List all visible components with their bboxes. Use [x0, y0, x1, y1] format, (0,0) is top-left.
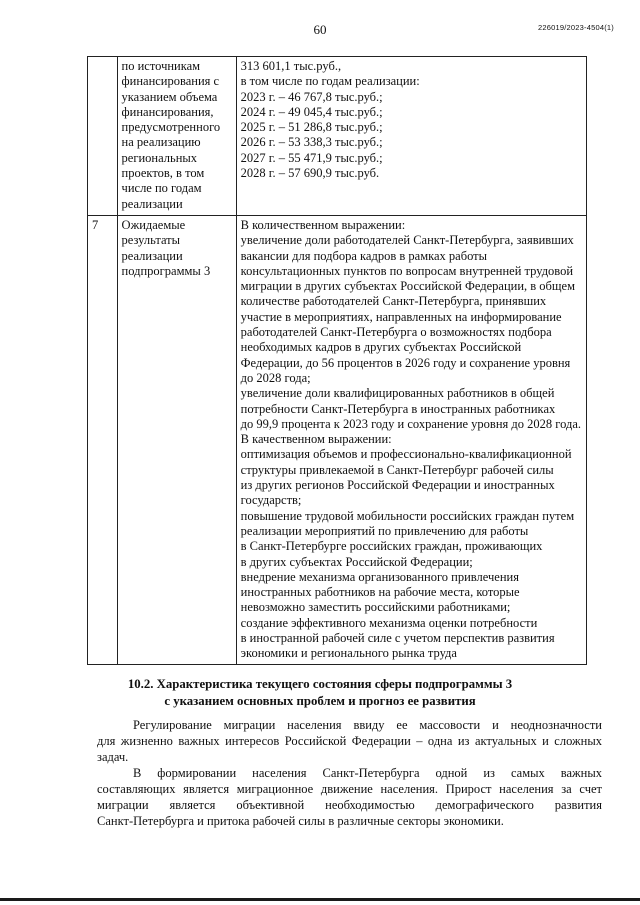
text-line: с указанием основных проблем и прогноз ее развития [164, 694, 476, 708]
document-code: 226019/2023-4504(1) [538, 23, 614, 32]
text-line: 2028 г. – 57 690,9 тыс.руб. [240, 166, 380, 181]
text-line: консультационных пунктов по вопросам внутренней трудовой [240, 263, 574, 278]
text-line: в других субъектах Российской Федерации; [240, 554, 473, 569]
text-line: подпрограммы 3 [121, 263, 211, 278]
text-line: реализации [121, 248, 183, 263]
paragraph-line: задач. [97, 750, 129, 764]
row-number-cell [88, 57, 118, 216]
text-line: указанием объема [121, 89, 218, 104]
table-row [88, 216, 587, 665]
paragraph-line: Регулирование миграции населения ввиду ее массовости и неоднозначности [133, 718, 602, 732]
text-line: финансирования, [121, 104, 214, 119]
text-line: числе по годам [121, 181, 202, 196]
text-line: реализации [121, 196, 183, 211]
subprogram-passport-table [87, 56, 587, 665]
text-line: участие в мероприятиях, направленных на информирование [240, 309, 562, 324]
page-number: 60 [313, 22, 327, 37]
text-line: экономики и регионального рынка труда [240, 646, 457, 661]
text-line: необходимых кадров в других субъектах Российской [240, 340, 522, 355]
text-line: на реализацию [121, 135, 201, 150]
row-label-cell [117, 57, 236, 216]
text-line: В количественном выражении: [240, 218, 406, 232]
paragraph-line: составляющих является миграционное движение населения. Прирост населения за счет [97, 782, 602, 796]
text-line: структуры привлекаемой в Санкт-Петербург рабочей силы [240, 462, 554, 477]
text-line: увеличение доли квалифицированных работников в общей [240, 386, 555, 401]
text-line: увеличение доли работодателей Санкт-Петербурга, заявивших [240, 233, 574, 248]
text-line: из других регионов Российской Федерации и иностранных [240, 478, 555, 493]
paragraph-line: для жизненно важных интересов Российской Федерации – одна из актуальных и сложных [97, 734, 602, 748]
text-line: невозможно заместить российскими работниками; [240, 600, 511, 615]
paragraph-line: миграции является объективной необходимостью демографического развития [97, 798, 602, 812]
row-label-cell [117, 216, 236, 665]
section-heading [0, 676, 640, 710]
text-line: по источникам [121, 59, 201, 73]
text-line: 10.2. Характеристика текущего состояния сферы подпрограммы 3 [127, 677, 513, 691]
text-line: в том числе по годам реализации: [240, 74, 420, 89]
text-line: в иностранной рабочей силе с учетом перспектив развития [240, 631, 555, 646]
text-line: внедрение механизма организованного привлечения [240, 569, 519, 584]
row-value-cell [236, 216, 586, 665]
section-body [97, 717, 602, 829]
text-line: до 2028 года; [240, 370, 311, 385]
text-line: вакансии для подбора кадров в рамках работы [240, 248, 488, 263]
text-line: проектов, в том [121, 166, 205, 181]
paragraph-line: Санкт-Петербурга и притока рабочей силы в различные секторы экономики. [97, 814, 504, 828]
text-line: 2026 г. – 53 338,3 тыс.руб.; [240, 135, 383, 150]
text-line: 2027 г. – 55 471,9 тыс.руб.; [240, 150, 383, 165]
text-line: создание эффективного механизма оценки потребности [240, 615, 538, 630]
table-row [88, 57, 587, 216]
text-line: до 99,9 процента к 2023 году и сохранение уровня до 2028 года. [240, 416, 581, 431]
text-line: региональных [121, 150, 198, 165]
text-line: оптимизация объемов и профессионально-квалификационной [240, 447, 572, 462]
text-line: повышение трудовой мобильности российских граждан путем [240, 508, 575, 523]
text-line: количестве работодателей Санкт-Петербурга, принявших [240, 294, 547, 309]
text-line: 2023 г. – 46 767,8 тыс.руб.; [240, 89, 383, 104]
row-number-cell: 7 [88, 216, 118, 665]
text-line: потребности Санкт-Петербурга в иностранных работниках [240, 401, 556, 416]
text-line: Федерации, до 56 процентов в 2026 году и сохранение уровня [240, 355, 571, 370]
text-line: 2025 г. – 51 286,8 тыс.руб.; [240, 120, 383, 135]
text-line: 313 601,1 тыс.руб., [240, 59, 342, 73]
text-line: предусмотренного [121, 120, 221, 135]
text-line: государств; [240, 493, 302, 508]
footer-rule [0, 898, 640, 901]
text-line: Ожидаемые [121, 218, 186, 232]
text-line: результаты [121, 233, 181, 248]
text-line: работодателей Санкт-Петербурга о возможностях подбора [240, 325, 552, 340]
text-line: реализации мероприятий по привлечению для работы [240, 523, 529, 538]
paragraph [97, 717, 602, 765]
text-line: миграции в других субъектах Российской Федерации, в общем [240, 279, 575, 294]
text-line: в Санкт-Петербурге российских граждан, проживающих [240, 539, 543, 554]
text-line: финансирования с [121, 74, 220, 89]
text-line: В качественном выражении: [240, 432, 392, 447]
paragraph [97, 765, 602, 829]
row-value-cell [236, 57, 586, 216]
text-line: 2024 г. – 49 045,4 тыс.руб.; [240, 104, 383, 119]
text-line: иностранных работников на рабочие места, которые [240, 585, 520, 600]
paragraph-line: В формировании населения Санкт-Петербурга одной из самых важных [133, 766, 602, 780]
